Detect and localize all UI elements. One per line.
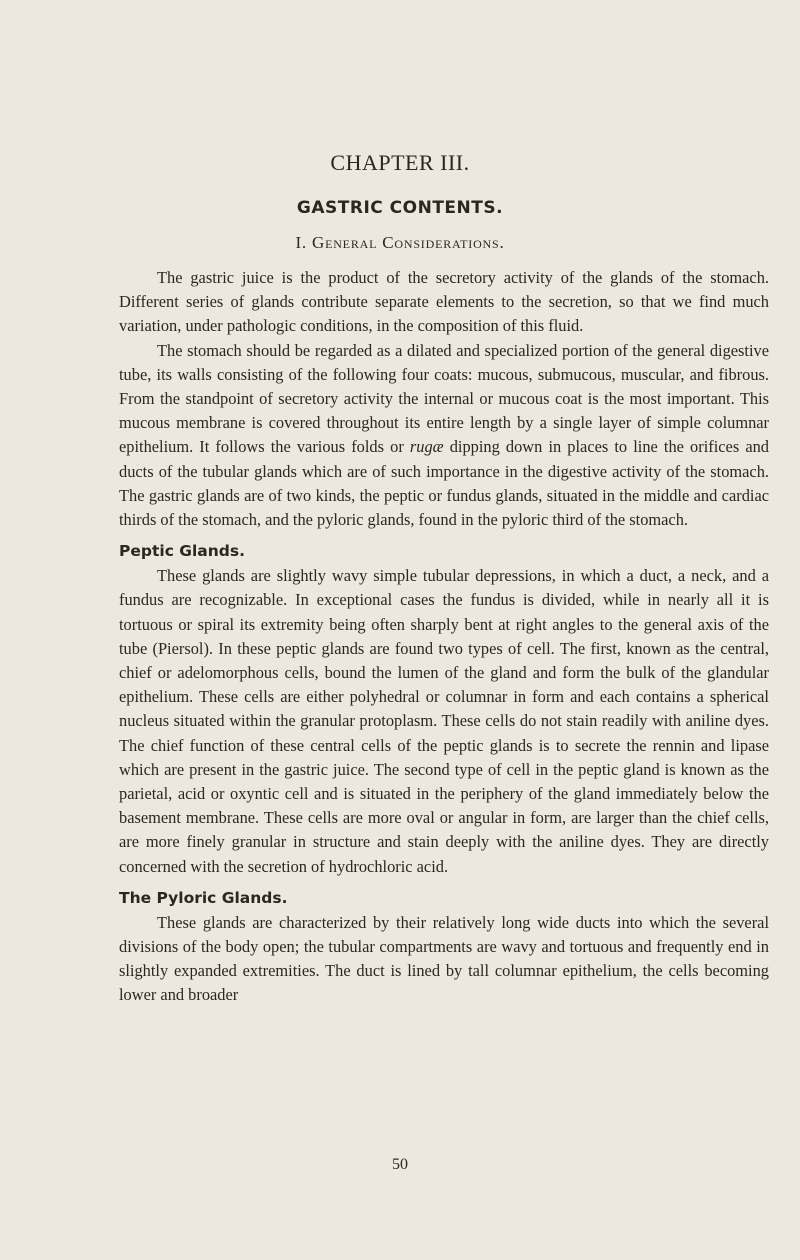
intro-paragraph-2-part-1: The stomach should be regarded as a dilated and specialized portion of the general digestive tube, its walls consisting of the following four coats: mucous, submucous, muscular, and fibrous. From the standpoint of secretory activity the internal or mucous coat is the most important. This mucous membrane is covered throughout its entire length by a single layer of simple columnar epithelium. It follows the various folds or — [119, 340, 769, 457]
body-text — [119, 266, 769, 1008]
page-number: 50 — [392, 1156, 408, 1173]
pyloric-glands-paragraph: These glands are characterized by their relatively long wide ducts into which the several divisions of the body open; the tubular compartments are wavy and tortuous and frequently end in slightly expanded extremities. The duct is lined by tall columnar epithelium, the cells becoming lower and broader — [119, 912, 769, 1005]
italic-term: rugæ — [409, 437, 444, 457]
pyloric-glands-heading: The Pyloric Glands. — [119, 888, 288, 907]
intro-paragraph-1: The gastric juice is the product of the secretory activity of the glands of the stomach. Different series of glands contribute separate elements to the secretion, so that we find much variation, under pathologic conditions, in the composition of this fluid. — [119, 268, 769, 336]
chapter-heading: CHAPTER III. — [330, 150, 470, 175]
peptic-glands-paragraph: These glands are slightly wavy simple tubular depressions, in which a duct, a neck, and a fundus are recognizable. In exceptional cases the fundus is divided, while in nearly all it is tortuous or spiral its extremity being often sharply bent at right angles to the general axis of the tube (Piersol). In these peptic glands are found two types of cell. The first, known as the central, chief or adelomorphous cells, bound the lumen of the gland and form the bulk of the glandular epithelium. These cells are either polyhedral or columnar in form and each contains a spherical nucleus situated within the granular protoplasm. These cells do not stain readily with aniline dyes. The chief function of these central cells of the peptic glands is to secrete the rennin and lipase which are present in the gastric juice. The second type of cell in the peptic gland is known as the parietal, acid or oxyntic cell and is situated in the periphery of the gland immediately below the basement membrane. These cells are more oval or angular in form, are larger than the chief cells, are more finely granular in structure and stain deeply with the aniline dyes. They are directly concerned with the secretion of hydrochloric acid. — [119, 566, 769, 876]
intro-paragraph-2 — [119, 339, 769, 533]
intro-paragraph-2-part-2: dipping down in places to line the orifices and ducts of the tubular glands which are of such importance in the digestive activity of the stomach. The gastric glands are of two kinds, the peptic or fundus glands, situated in the middle and cardiac thirds of the stomach, and the pyloric glands, found in the pyloric third of the stomach. — [119, 437, 769, 530]
section-heading: I. General Considerations. — [295, 233, 505, 252]
peptic-glands-heading: Peptic Glands. — [119, 542, 246, 561]
chapter-title: GASTRIC CONTENTS. — [296, 198, 504, 218]
